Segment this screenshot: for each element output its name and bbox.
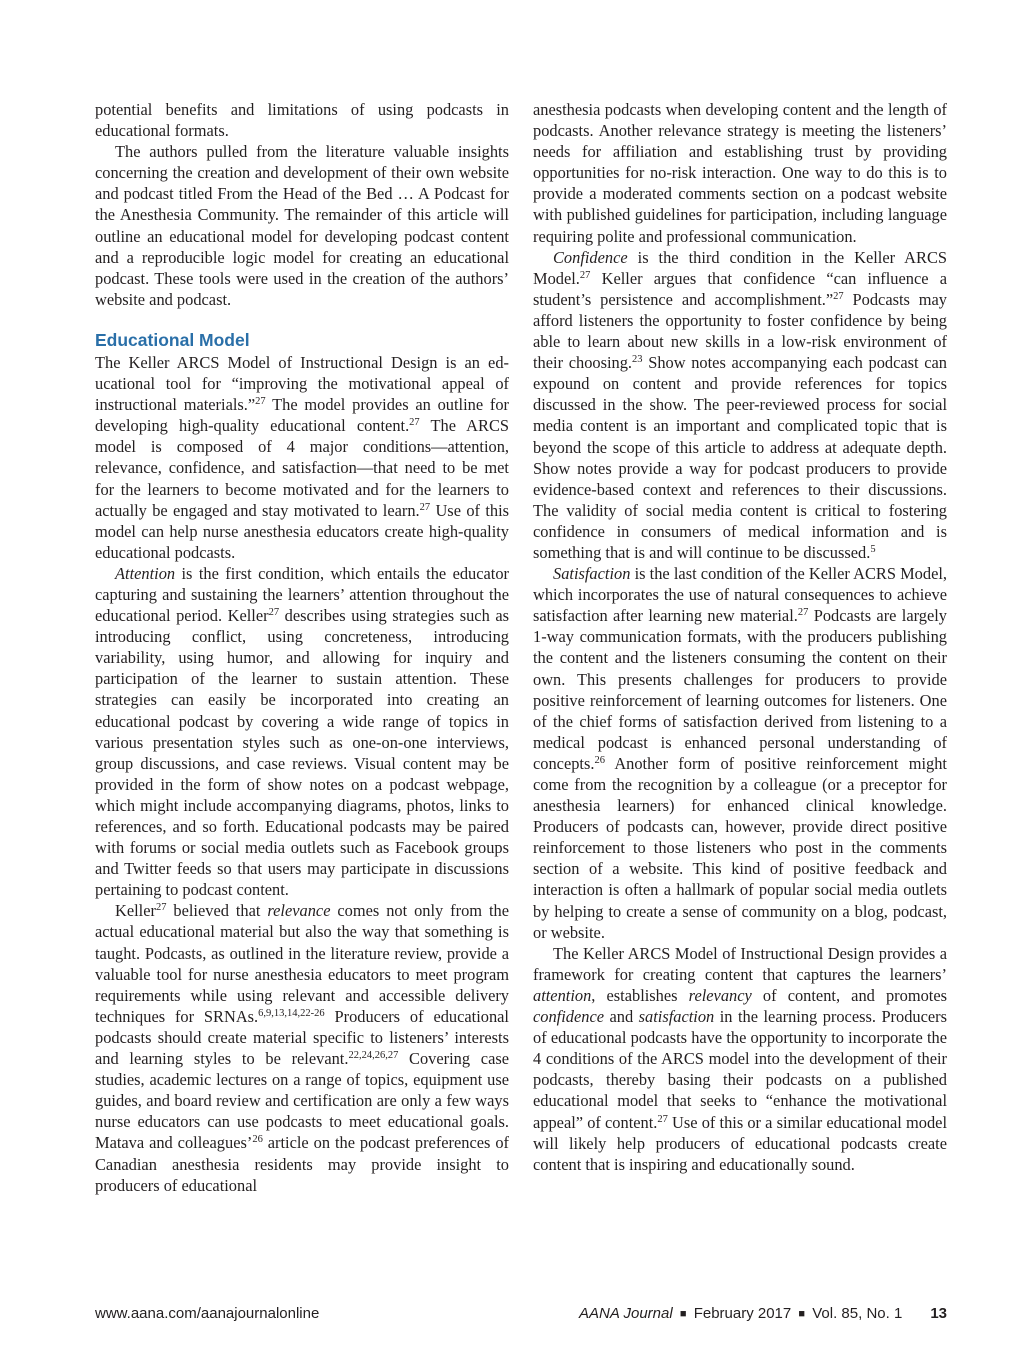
- text: and: [604, 1007, 639, 1027]
- text: of content, and promotes: [751, 985, 947, 1005]
- text: Show notes accompanying each podcast can expound on content and provide references for topics discussed in the show. The peer-reviewed process for social media content is an important and complicated topic that is beyond the scope of this article to address at adequate depth. Show notes provide a way for podcast producers to provide evidence-based context and references to their discussions. The validity of social media content is critical to fostering confidence in consumers of medical information and is something that is and will continue to be discussed.: [533, 353, 948, 562]
- text: Use of this model can help nurse anesthesia educators create high-quality educational podcasts.: [95, 500, 509, 562]
- term: Confidence: [553, 247, 628, 267]
- text: The model provides an outline for developing high-quality educational content.: [95, 395, 509, 436]
- text: is the last condition of the Keller ACRS Model, which incorporates the use of natural consequences to achieve satisfaction after learning new material.: [533, 564, 947, 626]
- right-column: [533, 99, 947, 1175]
- page-number: 13: [930, 1305, 947, 1322]
- section-heading: Educational Model: [95, 329, 250, 350]
- citation: 27: [255, 396, 266, 408]
- text: The Keller ARCS Model of Instructional Design provides a framework for creating content that captures the learners’: [533, 943, 947, 984]
- citation: 23: [632, 354, 643, 366]
- term: attention: [533, 985, 592, 1005]
- text: is the third condition in the Keller ARCS Model.: [533, 247, 947, 288]
- citation: 27: [657, 1113, 668, 1125]
- volume-issue: Vol. 85, No. 1: [812, 1305, 903, 1322]
- journal-url[interactable]: www.aana.com/aanajournalonline: [95, 1305, 320, 1322]
- text: Podcasts are largely 1-way communication formats, with the producers publishing the content and the listeners consuming the content on their own. This presents challenges for producers to provide positive reinforcement of learning outcomes for listeners. One of the chief forms of satisfaction derived from listening to a medical podcast is enhanced personal understanding of concepts.: [533, 606, 947, 773]
- text: comes not only from the actual educational material but also the way that something is taught. Podcasts, as outlined in the literature review, provide a valuable tool for nurse anesthesia educators to meet program requirements while using relevant and accessible delivery techniques for SRNAs.: [95, 901, 509, 1026]
- text: Keller argues that confidence “can influence a student’s persistence and accomplishment.”: [533, 268, 947, 309]
- paragraph: potential benefits and limitations of using podcasts in educational formats.: [95, 100, 509, 141]
- citation: 27: [797, 607, 809, 619]
- text: describes using strategies such as introducing conflict, using concreteness, introducing variability, using humor, and allowing for inquiry and participation of the learner to sustain attention. These strategies can easily be incorporated into creating an educational podcast by covering a wide range of topics in various presentation styles such as one-on-one interviews, group discussions, and case reviews. Visual content may be provided in the form of show notes on a podcast webpage, which might include accompanying diagrams, photos, links to references, and so forth. Educational podcasts may be paired with forums or social media outlets such as Facebook groups and Twitter feeds so that users may participate in discussions pertaining to podcast content.: [95, 606, 509, 900]
- citation: 27: [155, 902, 167, 914]
- text: Covering case studies, academic lectures on a range of topics, equipment use guides, and board review and certification are only a few ways nurse educators can use podcasts to meet educational goals. Matava and colleagues’: [95, 1049, 509, 1153]
- paragraph: [533, 563, 947, 943]
- term: relevance: [267, 901, 331, 921]
- issue-date: February 2017: [693, 1305, 792, 1322]
- citation: 26: [594, 754, 605, 766]
- paragraph: The authors pulled from the literature valuable insights concerning the creation and development of their own website and podcast titled From the Head of the Bed … A Podcast for the Anesthesia Community. The remainder of this article will outline an educational model for developing podcast content and a reproducible logic model for creating an educational podcast. These tools were used in the creation of the authors’ website and podcast.: [95, 142, 509, 309]
- text: Producers of educational podcasts should create material specific to listeners’ interests and learning styles to be relevant.: [95, 1006, 509, 1069]
- text: believed that: [166, 901, 268, 921]
- term: relevancy: [688, 985, 752, 1005]
- text: is the first condition, which entails the educator capturing and sustaining the learners’ attention throughout the educational period. Keller: [95, 563, 509, 626]
- text: Use of this or a similar educational model will likely help producers of educational podcasts create content that is inspiring and educationally sound.: [533, 1112, 947, 1174]
- page-footer: [95, 1305, 947, 1327]
- separator-square-icon: ■: [798, 1308, 806, 1320]
- paragraph: [95, 563, 509, 901]
- citation: 27: [268, 607, 280, 619]
- text: Podcasts may afford listeners the opportunity to foster confidence by being able to learn about new skills in a low-risk environment of their choosing.: [533, 289, 947, 373]
- paragraph: [533, 247, 947, 563]
- paragraph: [95, 352, 509, 563]
- term: confidence: [533, 1007, 604, 1027]
- term: Attention: [115, 563, 176, 583]
- text: in the learning process. Producers of educational podcasts have the opportunity to incorporate the 4 conditions of the ARCS model into the development of their podcasts, thereby basing their podcasts on a published educational model that seeks to “enhance the motivational appeal” of content.: [533, 1007, 947, 1132]
- term: satisfaction: [638, 1007, 715, 1027]
- journal-citation: [579, 1305, 947, 1322]
- citation: 6,9,13,14,22-26: [258, 1007, 325, 1019]
- text: Another form of positive reinforcement might come from the recognition by a colleague (or a preceptor for anesthesia learners) for enhanced clinical knowledge. Producers of podcasts can, however, provide direct positive reinforcement to those listeners who post in the comments section of a website. This kind of positive feedback and interaction is often a hallmark of popular social media outlets by helping to create a sense of community on a blog, podcast, or website.: [533, 753, 947, 942]
- text: , establishes: [591, 985, 689, 1005]
- citation: 5: [870, 543, 876, 555]
- paragraph: [533, 943, 947, 1175]
- text: The Keller ARCS Model of Instructional Design is an educational tool for “improving the motivational appeal of instructional materials.”: [95, 352, 509, 415]
- paragraph: [95, 900, 509, 1195]
- separator-square-icon: ■: [679, 1308, 687, 1320]
- left-column: [95, 99, 509, 1196]
- citation: 27: [833, 290, 844, 302]
- citation: 26: [252, 1134, 263, 1146]
- text: article on the podcast preferences of Canadian anesthesia residents may provide insight to producers of educational: [95, 1133, 510, 1195]
- citation: 27: [419, 501, 431, 513]
- journal-name: AANA Journal: [579, 1305, 673, 1322]
- citation: 27: [579, 269, 591, 281]
- citation: 27: [409, 417, 420, 429]
- paragraph: anesthesia podcasts when developing content and the length of podcasts. Another relevance strategy is meeting the listeners’ needs for affiliation and establishing trust by providing opportunities for no-risk interaction. One way to do this is to provide a moderated comments section on a podcast website with published guidelines for participation, including language requiring polite and professional communication.: [533, 100, 947, 246]
- text: Keller: [115, 901, 156, 921]
- text: The ARCS model is composed of 4 major conditions—attention, relevance, confidence, and satisfaction—that need to be met for the learners to become motivated and for the learners to actually be engaged and stay motivated to learn.: [95, 416, 509, 520]
- term: Satisfaction: [553, 564, 631, 584]
- citation: 22,24,26,27: [348, 1050, 399, 1062]
